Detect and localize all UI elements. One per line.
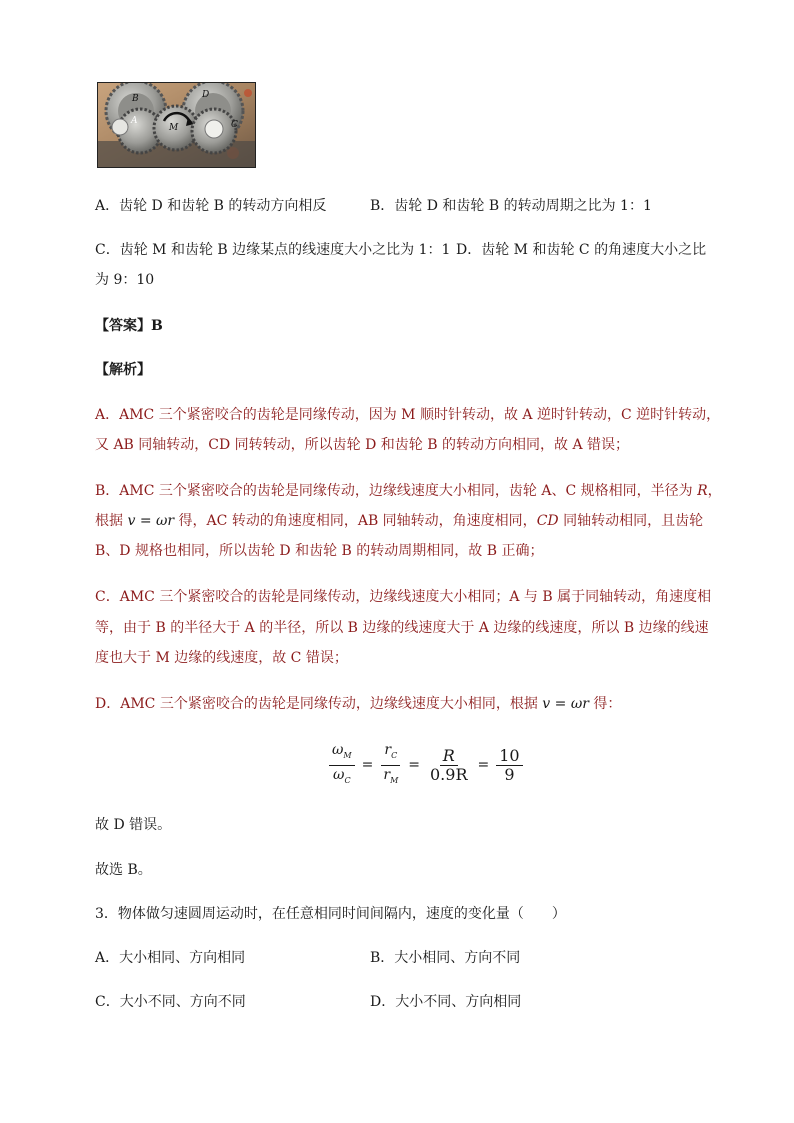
gear-photo [97, 82, 256, 168]
omega-c: ω [333, 766, 345, 783]
cd-label: CD [536, 513, 559, 529]
ten: 10 [496, 747, 522, 766]
fraction-result [496, 747, 522, 784]
label-c: C [231, 120, 238, 130]
label-a: A [131, 116, 138, 126]
q3-option-c: C．大小不同、方向不同 [95, 994, 246, 1010]
analysis-d-line1-text: D．AMC 三个紧密咬合的齿轮是同缘传动，边缘线速度大小相同，根据 [95, 696, 543, 712]
analysis-b-line1-text: B．AMC 三个紧密咬合的齿轮是同缘传动，边缘线速度大小相同，齿轮 A、C 规格相同，半径为 [95, 483, 698, 499]
analysis-b-line2-mid: 得，AC 转动的角速度相同，AB 同轴转动，角速度相同， [174, 513, 537, 529]
final-choice: 故选 B。 [95, 862, 152, 878]
q2-option-d-line2: 为 9：10 [95, 272, 155, 288]
label-b: B [132, 94, 139, 104]
gear-illustration [98, 83, 255, 167]
big-r: R [440, 747, 458, 766]
fraction-omega [329, 741, 355, 790]
gear-c [192, 109, 236, 153]
q2-option-d-line1: D．齿轮 M 和齿轮 C 的角速度大小之比 [456, 242, 707, 258]
equals-sign-3: = [477, 757, 490, 774]
formula-v-omega-r: v = ωr [127, 513, 175, 529]
sub-c-2: C [391, 750, 398, 760]
analysis-c-line2: 等，由于 B 的半径大于 A 的半径，所以 B 边缘的线速度大于 A 边缘的线速度，所以 B 边缘的线速 [95, 620, 709, 636]
analysis-b-line2-prefix: 根据 [95, 513, 128, 529]
analysis-title: 【解析】 [95, 362, 151, 378]
q3-option-a: A．大小相同、方向相同 [95, 950, 246, 966]
formula-v-omega-r-2: v = ωr [542, 696, 589, 712]
label-d: D [202, 90, 210, 100]
analysis-a-line1: A．AMC 三个紧密咬合的齿轮是同缘传动，因为 M 顺时针转动，故 A 逆时针转动，C 逆时针转动， [95, 407, 721, 423]
sub-c: C [344, 775, 351, 785]
q3-option-d: D．大小不同、方向相同 [370, 994, 522, 1010]
q3-option-b: B．大小相同、方向不同 [370, 950, 521, 966]
analysis-d-line1 [95, 694, 621, 714]
ratio-equation [326, 741, 526, 790]
q3-stem: 3．物体做匀速圆周运动时，在任意相同时间间隔内，速度的变化量（ ） [95, 906, 566, 922]
omega-m: ω [332, 742, 344, 758]
analysis-a-line2: 又 AB 同轴转动，CD 同转转动，所以齿轮 D 和齿轮 B 的转动方向相同，故 A 错误； [95, 437, 630, 453]
sub-m-2: M [390, 775, 399, 785]
equals-sign-2: = [408, 757, 420, 774]
analysis-b-line2 [95, 511, 703, 531]
zero-nine-r: 0.9R [430, 764, 468, 784]
radius-r: R [697, 483, 708, 499]
r-c: r [384, 742, 392, 758]
sub-m: M [343, 750, 352, 760]
equals-sign-1: = [361, 757, 374, 774]
analysis-d-line1-end: 得： [588, 696, 622, 712]
fraction-r [380, 741, 401, 790]
q2-option-b: B．齿轮 D 和齿轮 B 的转动周期之比为 1：1 [370, 198, 652, 214]
nine: 9 [504, 764, 515, 784]
analysis-b-line2-end: 同轴转动相同，且齿轮 [558, 513, 704, 529]
fraction-big-r [427, 747, 471, 784]
label-m: M [169, 123, 179, 133]
q2-option-a: A．齿轮 D 和齿轮 B 的转动方向相反 [95, 198, 327, 214]
comma: ， [707, 483, 722, 499]
analysis-b-line3: B、D 规格也相同，所以齿轮 D 和齿轮 B 的转动周期相同，故 B 正确； [95, 543, 544, 559]
analysis-c-line1: C．AMC 三个紧密咬合的齿轮是同缘传动，边缘线速度大小相同；A 与 B 属于同轴转动，角速度相 [95, 589, 712, 605]
q2-option-c: C．齿轮 M 和齿轮 B 边缘某点的线速度大小之比为 1：1 [95, 242, 451, 258]
answer: 【答案】B [95, 318, 163, 334]
analysis-b-line1 [95, 481, 722, 501]
r-m: r [383, 766, 391, 783]
analysis-d-conclusion: 故 D 错误。 [95, 817, 172, 833]
analysis-c-line3: 度也大于 M 边缘的线速度，故 C 错误； [95, 650, 348, 666]
